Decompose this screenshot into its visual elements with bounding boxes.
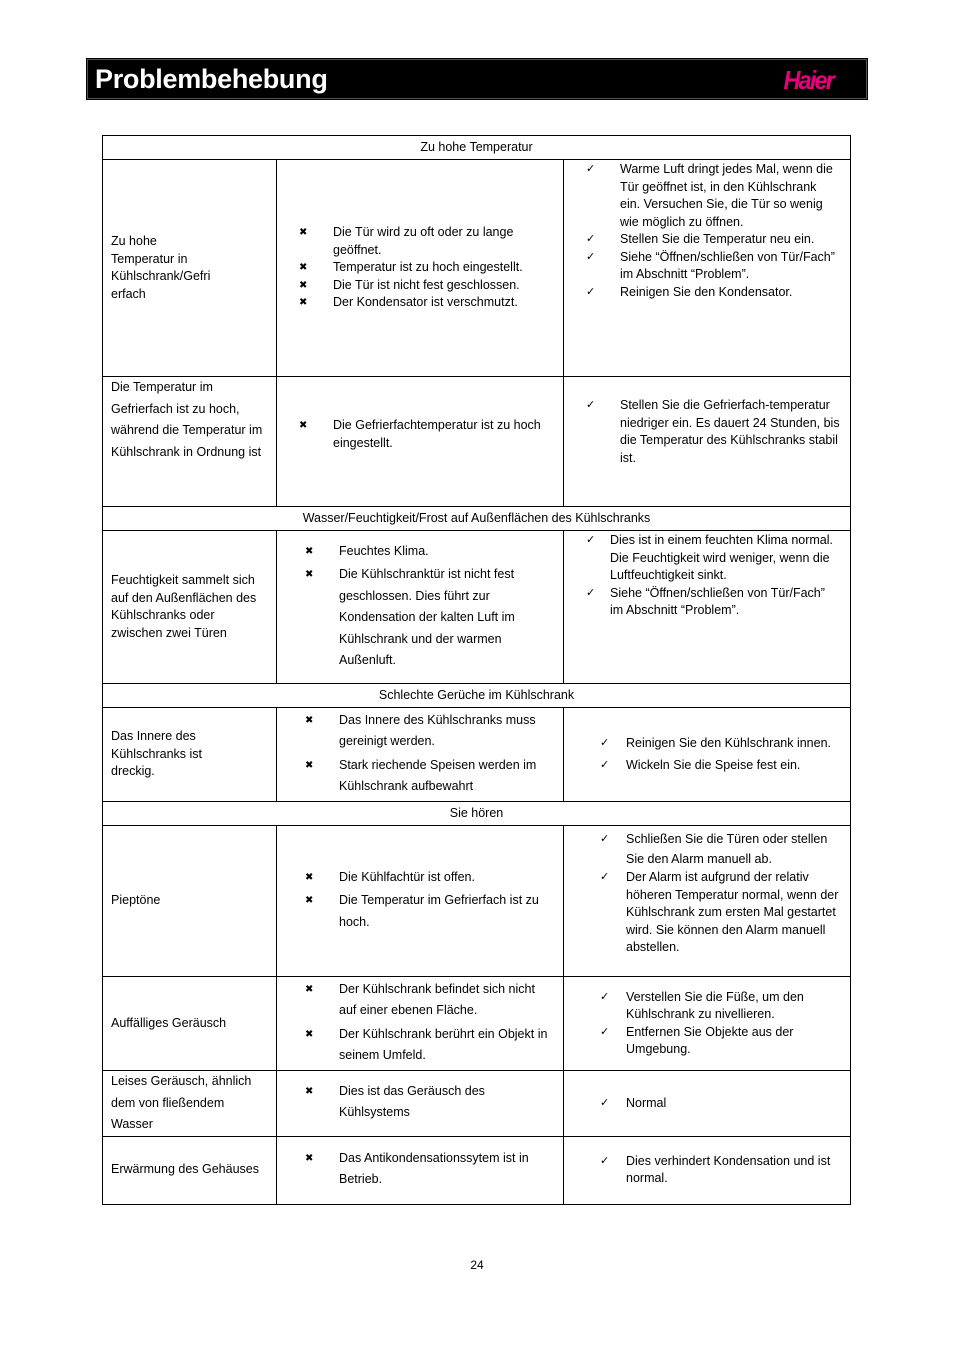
list-item [586,161,840,231]
solution-cell [564,531,851,684]
section-header-row [103,136,851,160]
cross-mark-icon: ✖ [299,227,308,239]
list-item [305,541,555,563]
problem-cell [103,531,277,684]
page-title: Problembehebung [95,64,328,94]
list-item [586,585,840,620]
haier-logo: Haier [783,65,833,95]
check-mark-icon: ✓ [586,586,596,599]
solution-text: Stellen Sie die Gefrierfach-temperatur niedriger ein. Es dauert 24 Stunden, bis die Temperatur des Kühlschranks stabil ist. [620,398,840,465]
solution-text: Dies ist in einem feuchten Klima normal. Die Feuchtigkeit wird weniger, wenn die Luftfeuchtigkeit sinkt. [610,533,834,582]
list-item [305,867,555,889]
check-mark-icon: ✓ [586,250,596,263]
cause-text: Das Antikondensationssytem ist in Betrieb. [339,1150,529,1186]
table-row [103,977,851,1071]
list-item [586,1024,840,1059]
problem-line: Die Temperatur im [111,380,213,394]
solution-text: Verstellen Sie die Füße, um den Kühlschrank zu nivellieren. [626,989,804,1021]
cross-mark-icon: ✖ [305,545,314,557]
problem-line: Kühlschranks ist [111,746,203,761]
problem-cell [103,1071,277,1137]
cause-cell [277,377,564,507]
check-mark-icon: ✓ [600,1096,610,1109]
list-item [586,284,840,302]
cause-text: Das Innere des Kühlschranks muss gereinigt werden. [339,712,536,748]
solution-cell [564,1071,851,1137]
cause-text: Die Temperatur im Gefrierfach ist zu hoch. [339,893,539,929]
check-mark-icon: ✓ [600,737,610,749]
list-item [586,532,840,585]
check-mark-icon: ✓ [600,758,610,771]
list-item [299,417,555,452]
solution-text: Dies verhindert Kondensation und ist normal. [626,1153,831,1185]
check-mark-icon: ✓ [586,163,596,175]
problem-line: Auffälliges Geräusch [111,1015,227,1030]
solution-text: Entfernen Sie Objekte aus der Umgebung. [626,1024,794,1056]
table-row [103,1136,851,1204]
solution-text: Siehe “Öffnen/schließen von Tür/Fach” im Abschnitt “Problem”. [610,585,825,617]
problem-line: Leises Geräusch, ähnlich [111,1074,252,1088]
cause-text: Der Kondensator ist verschmutzt. [333,295,518,310]
troubleshooting-table [102,135,851,1205]
cause-cell [277,1071,564,1137]
problem-line: Kühlschranks oder [111,608,215,622]
list-item [586,757,840,775]
check-mark-icon: ✓ [600,1154,610,1167]
section-title: Zu hohe Temperatur [103,136,851,160]
cross-mark-icon: ✖ [305,1152,314,1164]
problem-line: Feuchtigkeit sammelt sich [111,573,255,587]
check-mark-icon: ✓ [586,285,596,298]
page-number: 24 [470,1258,484,1272]
problem-cell [103,826,277,977]
list-item [305,1148,555,1191]
cause-text: Die Kühlfachtür ist offen. [339,869,475,884]
solution-cell [564,826,851,977]
problem-cell [103,708,277,802]
problem-line: Kühlschrank in Ordnung ist [111,444,262,459]
cross-mark-icon: ✖ [305,983,314,995]
problem-cell [103,160,277,377]
list-item [299,224,555,259]
solution-text: Normal [626,1095,667,1110]
solution-text: Schließen Sie die Türen oder stellen Sie den Alarm manuell ab. [626,832,828,866]
problem-line: Gefrierfach ist zu hoch, [111,401,240,416]
solution-cell [564,708,851,802]
cross-mark-icon: ✖ [299,279,308,291]
solution-text: Siehe “Öffnen/schließen von Tür/Fach” im Abschnitt “Problem”. [620,249,835,281]
check-mark-icon: ✓ [586,233,596,245]
problem-cell [103,977,277,1071]
list-item [305,755,555,798]
list-item [586,989,840,1024]
cause-text: Dies ist das Geräusch des Kühlsystems [339,1083,485,1120]
list-item [299,294,555,312]
problem-line: auf den Außenflächen des [111,590,257,605]
cross-mark-icon: ✖ [305,895,314,907]
section-title: Wasser/Feuchtigkeit/Frost auf Außenflächen des Kühlschranks [103,507,851,531]
problem-line: Kühlschrank/Gefri [111,269,211,283]
problem-line: Das Innere des [111,729,196,744]
problem-line: Temperatur in [111,251,188,266]
solution-cell [564,160,851,377]
problem-cell [103,1136,277,1204]
check-mark-icon: ✓ [586,534,596,546]
cause-text: Die Tür wird zu oft oder zu lange geöffnet. [333,225,514,257]
cause-cell [277,708,564,802]
problem-line: zwischen zwei Türen [111,625,227,640]
list-item [305,1024,555,1067]
cause-text: Die Gefrierfachtemperatur ist zu hoch eingestellt. [333,418,541,450]
solution-text: Stellen Sie die Temperatur neu ein. [620,232,815,246]
cross-mark-icon: ✖ [299,262,308,274]
cause-text: Die Tür ist nicht fest geschlossen. [333,277,520,292]
list-item [586,735,840,753]
list-item [305,564,555,672]
section-header-row [103,684,851,708]
table-row [103,531,851,684]
solution-text: Warme Luft dringt jedes Mal, wenn die Tür geöffnet ist, in den Kühlschrank ein. Versuchen Sie, die Tür so wenig wie möglich zu öffnen. [620,162,833,229]
cross-mark-icon: ✖ [305,871,314,883]
cross-mark-icon: ✖ [299,297,308,309]
problem-line: während die Temperatur im [111,423,263,437]
cross-mark-icon: ✖ [305,759,314,771]
table-row [103,708,851,802]
list-item [305,890,555,933]
list-item [586,1153,840,1188]
list-item [305,979,555,1022]
list-item [586,829,840,869]
check-mark-icon: ✓ [600,990,610,1003]
cause-cell [277,977,564,1071]
problem-line: dem von fließendem [111,1095,225,1110]
section-header-row [103,802,851,826]
solution-cell [564,1136,851,1204]
section-header-row [103,507,851,531]
cause-text: Stark riechende Speisen werden im Kühlschrank aufbewahrt [339,757,537,793]
solution-text: Wickeln Sie die Speise fest ein. [626,757,801,772]
cause-cell [277,531,564,684]
problem-line: Wasser [111,1117,153,1131]
cause-text: Feuchtes Klima. [339,543,429,558]
check-mark-icon: ✓ [600,1025,610,1038]
section-title: Schlechte Gerüche im Kühlschrank [103,684,851,708]
list-item [299,259,555,277]
problem-line: erfach [111,286,146,301]
table-row [103,826,851,977]
solution-text: Reinigen Sie den Kühlschrank innen. [626,736,831,750]
check-mark-icon: ✓ [586,399,596,411]
cause-text: Der Kühlschrank berührt ein Objekt in seinem Umfeld. [339,1026,548,1062]
solution-cell [564,377,851,507]
cross-mark-icon: ✖ [305,1085,314,1097]
cross-mark-icon: ✖ [305,714,314,726]
section-title: Sie hören [103,802,851,826]
check-mark-icon: ✓ [600,833,610,845]
cause-text: Temperatur ist zu hoch eingestellt. [333,260,523,275]
list-item [299,277,555,295]
solution-text: Reinigen Sie den Kondensator. [620,284,793,299]
problem-line: Erwärmung des Gehäuses [111,1162,259,1177]
cause-cell [277,160,564,377]
table-row [103,377,851,507]
table-row [103,160,851,377]
list-item [586,249,840,284]
cause-cell [277,1136,564,1204]
list-item [586,231,840,249]
list-item [305,1081,555,1124]
cross-mark-icon: ✖ [299,420,308,431]
page-header [86,58,868,100]
cross-mark-icon: ✖ [305,1028,314,1040]
check-mark-icon: ✓ [600,871,610,883]
list-item [305,710,555,753]
list-item [586,869,840,957]
problem-cell [103,377,277,507]
cause-text: Der Kühlschrank befindet sich nicht auf einer ebenen Fläche. [339,981,535,1017]
cross-mark-icon: ✖ [305,569,314,580]
solution-text: Der Alarm ist aufgrund der relativ höheren Temperatur normal, wenn der Kühlschrank zum ersten Mal gestartet wird. Sie können den Alarm manuell abstellen. [626,870,839,954]
problem-line: Zu hohe [111,234,157,248]
cause-text: Die Kühlschranktür ist nicht fest geschlossen. Dies führt zur Kondensation der kalten Luft im Kühlschrank und der warmen Außenluft. [339,567,515,667]
problem-line: dreckig. [111,764,155,779]
cause-cell [277,826,564,977]
solution-cell [564,977,851,1071]
table-row [103,1071,851,1137]
problem-line: Pieptöne [111,893,161,908]
list-item [586,1095,840,1113]
list-item [586,397,840,467]
